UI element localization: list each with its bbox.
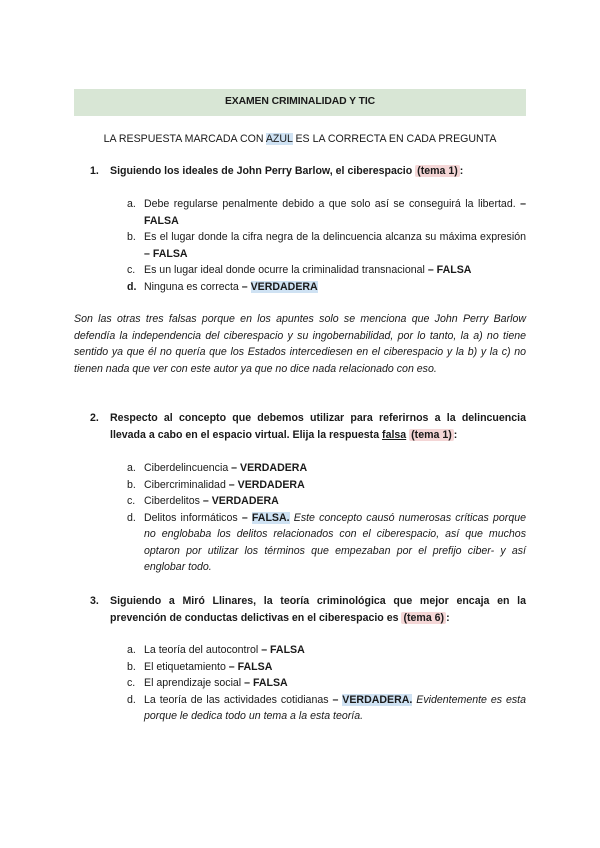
option-b: b. Cibercriminalidad – VERDADERA bbox=[127, 478, 305, 491]
question-text: Siguiendo a Miró Llinares, la teoría criminológica que mejor encaja en la prevención de conductas delictivas en el ciberespacio es (tema 6) : bbox=[110, 595, 526, 624]
question-text: Siguiendo los ideales de John Perry Barlow, el ciberespacio (tema 1) : bbox=[110, 165, 464, 177]
question-text: Respecto al concepto que debemos utilizar para referirnos a la delincuencia llevada a cabo en el espacio virtual. Elija la respuesta falsa (tema 1) : bbox=[110, 412, 526, 441]
correct-answer-highlight: VERDADERA. bbox=[342, 693, 413, 706]
instruction-highlight: AZUL bbox=[265, 133, 293, 145]
topic-tag: (tema 1) bbox=[417, 165, 458, 177]
topic-tag: (tema 6) bbox=[403, 611, 445, 624]
option-c: c. El aprendizaje social – FALSA bbox=[127, 677, 288, 689]
correct-answer-highlight: VERDADERA bbox=[250, 280, 318, 293]
option-c: c. Es un lugar ideal donde ocurre la criminalidad transnacional – FALSA bbox=[127, 264, 472, 276]
topic-tag: (tema 1) bbox=[411, 428, 452, 441]
exam-title-banner bbox=[74, 89, 526, 116]
question-1-options bbox=[74, 196, 526, 295]
option-a: a. Debe regularse penalmente debido a que solo así se conseguirá la libertad. – FALSA bbox=[127, 198, 526, 227]
question-3 bbox=[74, 593, 526, 626]
instruction-line: LA RESPUESTA MARCADA CON AZUL ES LA CORRECTA EN CADA PREGUNTA bbox=[103, 133, 497, 145]
option-d: d. Ninguna es correcta – VERDADERA bbox=[127, 280, 318, 293]
question-number: 2. bbox=[90, 412, 99, 424]
option-d: d. Delitos informáticos – FALSA. Este concepto causó numerosas críticas porque no englobaba los delitos relacionados con el ciberespacio, así que muchos optaron por utilizar los términos que empezaban por el prefijo ciber- y así englobar todo. bbox=[127, 511, 526, 573]
question-1 bbox=[74, 163, 526, 180]
option-d: d. La teoría de las actividades cotidianas – VERDADERA. Evidentemente es esta porque le dedica todo un tema a la esta teoría. bbox=[127, 693, 527, 722]
option-c: c. Ciberdelitos – VERDADERA bbox=[127, 495, 279, 507]
question-3-options bbox=[74, 642, 526, 725]
question-1-explanation: Son las otras tres falsas porque en los apuntes solo se menciona que John Perry Barlow defendía la independencia del ciberespacio y su ingobernabilidad, por lo tanto, la a) no tiene sentido ya que él no quería que los Estados intercediesen en el ciberespacio y la b) y la c) no tienen nada que ver con este autor ya que no dice nada relacionado con eso. bbox=[74, 313, 526, 375]
option-a: a. La teoría del autocontrol – FALSA bbox=[127, 644, 305, 656]
underlined-word: falsa bbox=[382, 428, 407, 441]
option-b: b. Es el lugar donde la cifra negra de la delincuencia alcanza su máxima expresión – FALSA bbox=[127, 231, 526, 260]
question-2 bbox=[74, 410, 526, 443]
correct-answer-highlight: FALSA. bbox=[251, 511, 290, 524]
question-number: 1. bbox=[90, 165, 99, 177]
question-2-options bbox=[74, 460, 526, 576]
inline-explanation: Este concepto causó numerosas críticas porque no englobaba los delitos relacionados con el ciberespacio, así que muchos optaron por utilizar los términos que empezaban por el prefijo ciber- y así englobar todo. bbox=[144, 511, 526, 573]
option-a: a. Ciberdelincuencia – VERDADERA bbox=[127, 462, 308, 474]
question-number: 3. bbox=[90, 595, 99, 607]
inline-explanation: Evidentemente es esta porque le dedica todo un tema a la esta teoría. bbox=[144, 693, 527, 722]
option-b: b. El etiquetamiento – FALSA bbox=[127, 660, 273, 673]
exam-title: EXAMEN CRIMINALIDAD Y TIC bbox=[224, 96, 376, 108]
